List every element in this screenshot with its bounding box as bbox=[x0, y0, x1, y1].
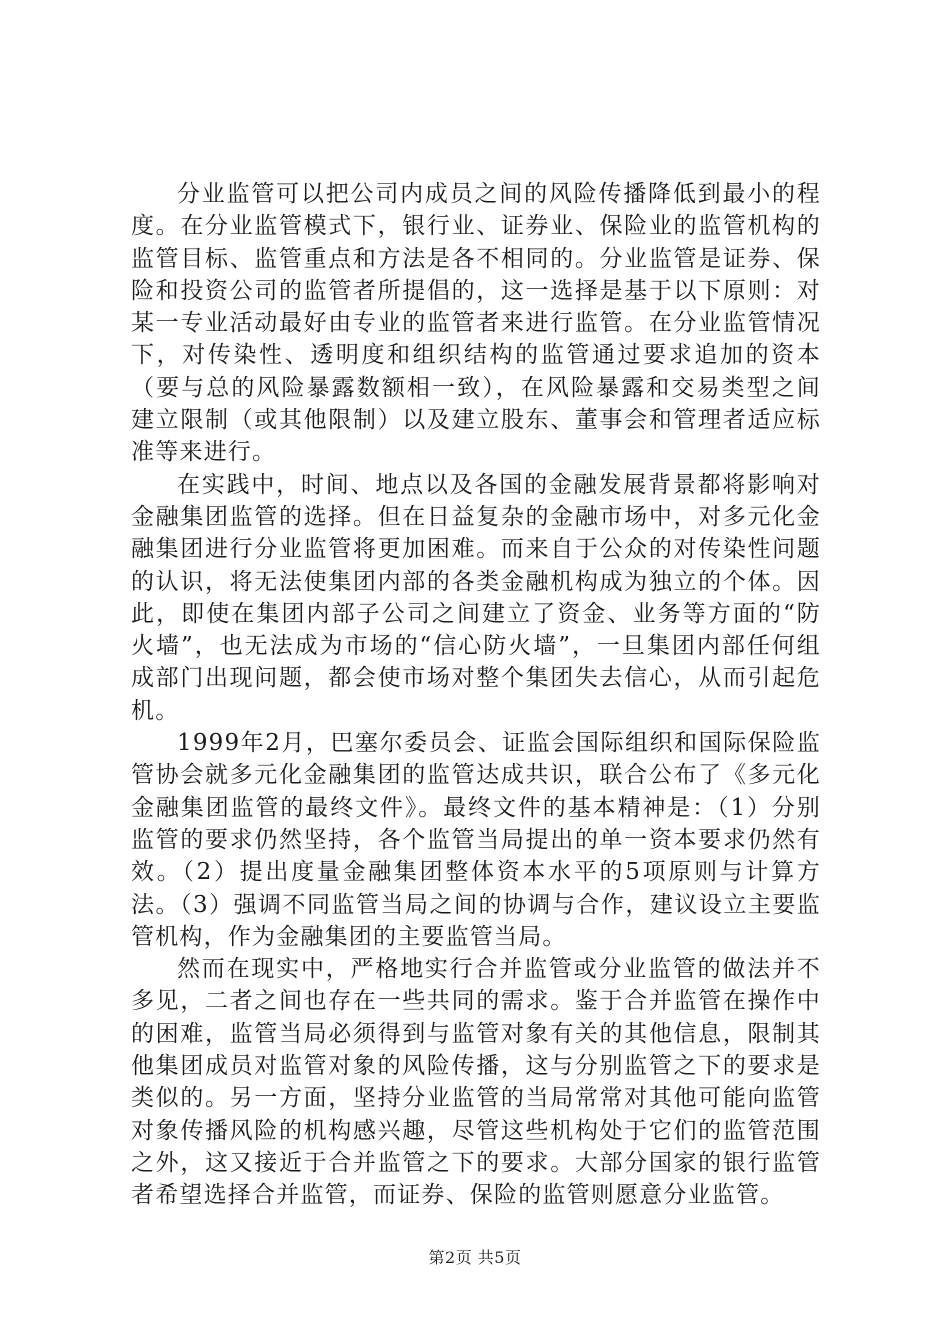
paragraph-1: 分业监管可以把公司内成员之间的风险传播降低到最小的程度。在分业监管模式下，银行业、证券业、保险业的监管机构的监管目标、监管重点和方法是各不相同的。分业监管是证券、保险和投资公司的监管者所提倡的，这一选择是基于以下原则：对某一专业活动最好由专业的监管者来进行监管。在分业监管情况下，对传染性、透明度和组织结构的监管通过要求追加的资本（要与总的风险暴露数额相一致），在风险暴露和交易类型之间建立限制（或其他限制）以及建立股东、董事会和管理者适应标准等来进行。 bbox=[131, 181, 821, 466]
page-footer: 第2页 共5页 bbox=[428, 1248, 522, 1267]
paragraph-2: 在实践中，时间、地点以及各国的金融发展背景都将影响对金融集团监管的选择。但在日益复杂的金融市场中，对多元化金融集团进行分业监管将更加困难。而来自于公众的对传染性问题的认识，将无法使集团内部的各类金融机构成为独立的个体。因此，即使在集团内部子公司之间建立了资金、业务等方面的“防火墙”，也无法成为市场的“信心防火墙”，一旦集团内部任何组成部门出现问题，都会使市场对整个集团失去信心，从而引起危机。 bbox=[131, 471, 821, 724]
paragraph-4: 然而在现实中，严格地实行合并监管或分业监管的做法并不多见，二者之间也存在一些共同的需求。鉴于合并监管在操作中的困难，监管当局必须得到与监管对象有关的其他信息，限制其他集团成员对监管对象的风险传播，这与分别监管之下的要求是类似的。另一方面，坚持分业监管的当局常常对其他可能向监管对象传播风险的机构感兴趣，尽管这些机构处于它们的监管范围之外，这又接近于合并监管之下的要求。大部分国家的银行监管者希望选择合并监管，而证券、保险的监管则愿意分业监管。 bbox=[131, 956, 821, 1209]
document-body bbox=[131, 178, 821, 1212]
paragraph-3: 1999年2月，巴塞尔委员会、证监会国际组织和国际保险监管协会就多元化金融集团的监管达成共识，联合公布了《多元化金融集团监管的最终文件》。最终文件的基本精神是：（1）分别监管的要求仍然坚持，各个监管当局提出的单一资本要求仍然有效。（2）提出度量金融集团整体资本水平的5项原则与计算方法。（3）强调不同监管当局之间的协调与合作，建议设立主要监管机构，作为金融集团的主要监管当局。 bbox=[131, 730, 821, 950]
